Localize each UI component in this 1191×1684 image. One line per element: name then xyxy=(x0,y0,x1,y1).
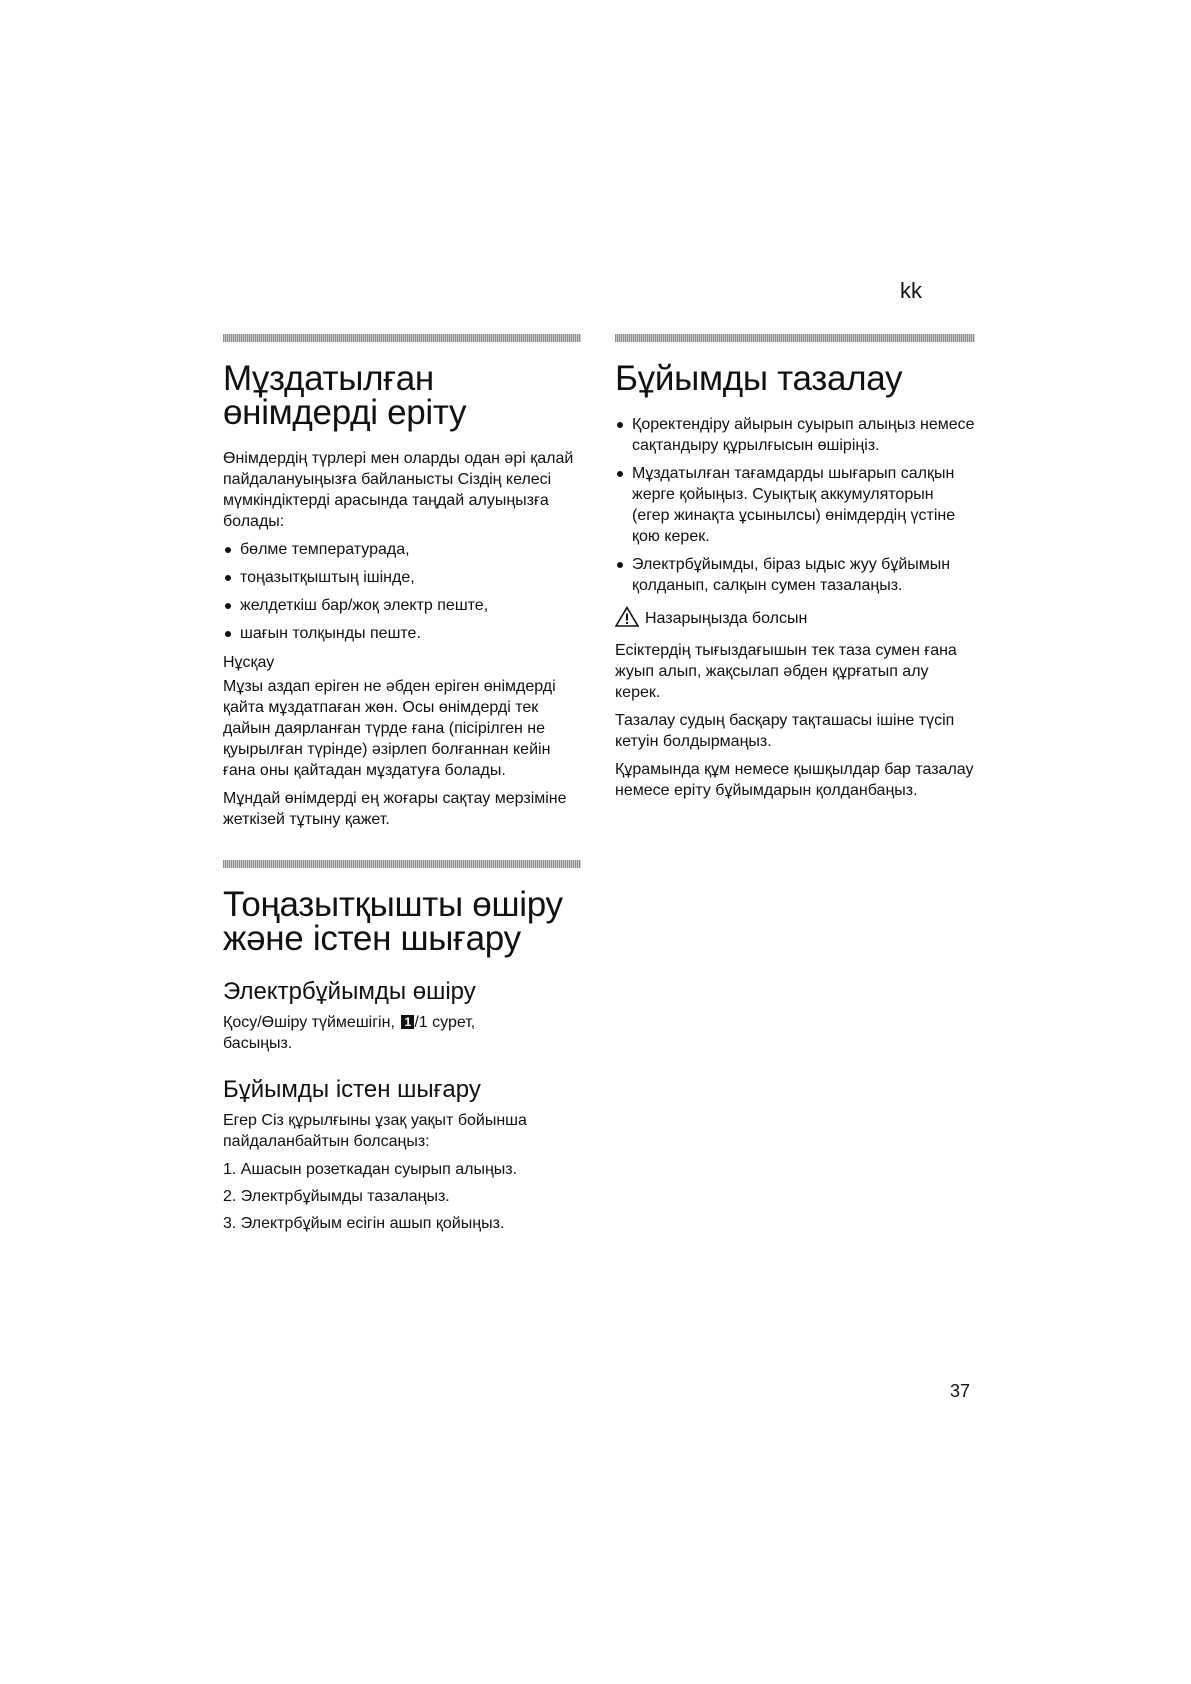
warning-triangle-icon xyxy=(615,606,639,632)
list-item: желдеткіш бар/жоқ электр пеште, xyxy=(223,595,581,616)
switch-off-text-start: Қосу/Өшіру түймешігін, xyxy=(223,1014,400,1031)
decommission-steps xyxy=(223,1159,581,1234)
decommission-intro: Егер Сіз құрылғыны ұзақ уақыт бойынша пайдаланбайтын болсаңыз: xyxy=(223,1112,527,1150)
figure-reference: /1 сурет xyxy=(414,1014,471,1031)
cleaning-steps-list xyxy=(615,414,975,596)
defrost-section xyxy=(223,334,581,830)
page-number: 37 xyxy=(950,1381,971,1401)
list-item: Мұздатылған тағамдарды шығарып салқын жерге қойыңыз. Суықтық аккумуляторын (егер жинақта ұсынылсы) өнімдердің үстіне қою керек. xyxy=(615,463,975,547)
section-rule xyxy=(223,860,581,868)
list-item: Қоректендіру айырын суырып алыңыз немесе сақтандыру құрылғысын өшіріңіз. xyxy=(615,414,975,456)
defrost-options-list xyxy=(223,539,581,644)
defrost-intro: Өнімдердің түрлері мен оларды одан әрі қалай пайдалануыңызға байланысты Сіздің келесі мүмкіндіктерді арасында таңдай алуыңызға болады: xyxy=(223,450,574,530)
warning-paragraph: Тазалау судың басқару тақташасы ішіне түсіп кетуін болдырмаңыз. xyxy=(615,712,955,750)
list-item: тоңазытқыштың ішінде, xyxy=(223,567,581,588)
language-code: kk xyxy=(900,278,922,303)
list-item: бөлме температурада, xyxy=(223,539,581,560)
list-item: 2. Электрбұйымды тазалаңыз. xyxy=(223,1188,450,1205)
list-item: Электрбұйымды, біраз ыдыс жуу бұйымын қолданып, салқын сумен тазалаңыз. xyxy=(615,554,975,596)
warning-paragraph: Есіктердің тығыздағышын тек таза сумен ғана жуып алып, жақсылап әбден құрғатып алу керек. xyxy=(615,642,957,701)
switch-off-text-end: басыңыз. xyxy=(223,1035,293,1052)
warning-heading-row xyxy=(615,606,975,632)
warning-heading: Назарыңызда болсын xyxy=(645,610,808,627)
decommission-heading: Бұйымды істен шығару xyxy=(223,1076,481,1103)
section-rule xyxy=(615,334,975,342)
figure-number-badge: 1 xyxy=(401,1015,414,1029)
note-paragraph: Мұндай өнімдерді ең жоғары сақтау мерзіміне жеткізей тұтыну қажет. xyxy=(223,790,567,828)
list-item: шағын толқынды пеште. xyxy=(223,623,581,644)
section-rule xyxy=(223,334,581,342)
defrost-title: Мұздатылған өнімдерді еріту xyxy=(223,359,467,432)
list-item: 3. Электрбұйым есігін ашып қойыңыз. xyxy=(223,1215,505,1232)
switch-off-heading: Электрбұйымды өшіру xyxy=(223,978,476,1005)
cleaning-title: Бұйымды тазалау xyxy=(615,359,903,398)
warning-paragraph: Құрамында құм немесе қышқылдар бар тазалау немесе еріту бұйымдарын қолданбаңыз. xyxy=(615,761,974,799)
switch-off-text-comma: , xyxy=(470,1014,476,1031)
shutdown-title: Тоңазытқышты өшіру және істен шығару xyxy=(223,885,563,958)
shutdown-section xyxy=(223,860,581,1234)
switch-off-text xyxy=(223,1012,581,1054)
note-heading: Нұсқау xyxy=(223,654,275,671)
note-paragraph: Мұзы аздап ерiген не әбден ерiген өнiмдердi қайта мұздатпаған жөн. Осы өнiмдердi тек дайын даярланған түрде ғана (пiсiрiлген не қуырылған түрiнде) әзiрлеп болғаннан кейiн ғана оны қайтадан мұздатуға болады. xyxy=(223,678,556,779)
left-column xyxy=(223,334,581,1240)
list-item: 1. Ашасын розеткадан суырып алыңыз. xyxy=(223,1161,518,1178)
right-column xyxy=(615,334,975,808)
cleaning-section xyxy=(615,334,975,801)
